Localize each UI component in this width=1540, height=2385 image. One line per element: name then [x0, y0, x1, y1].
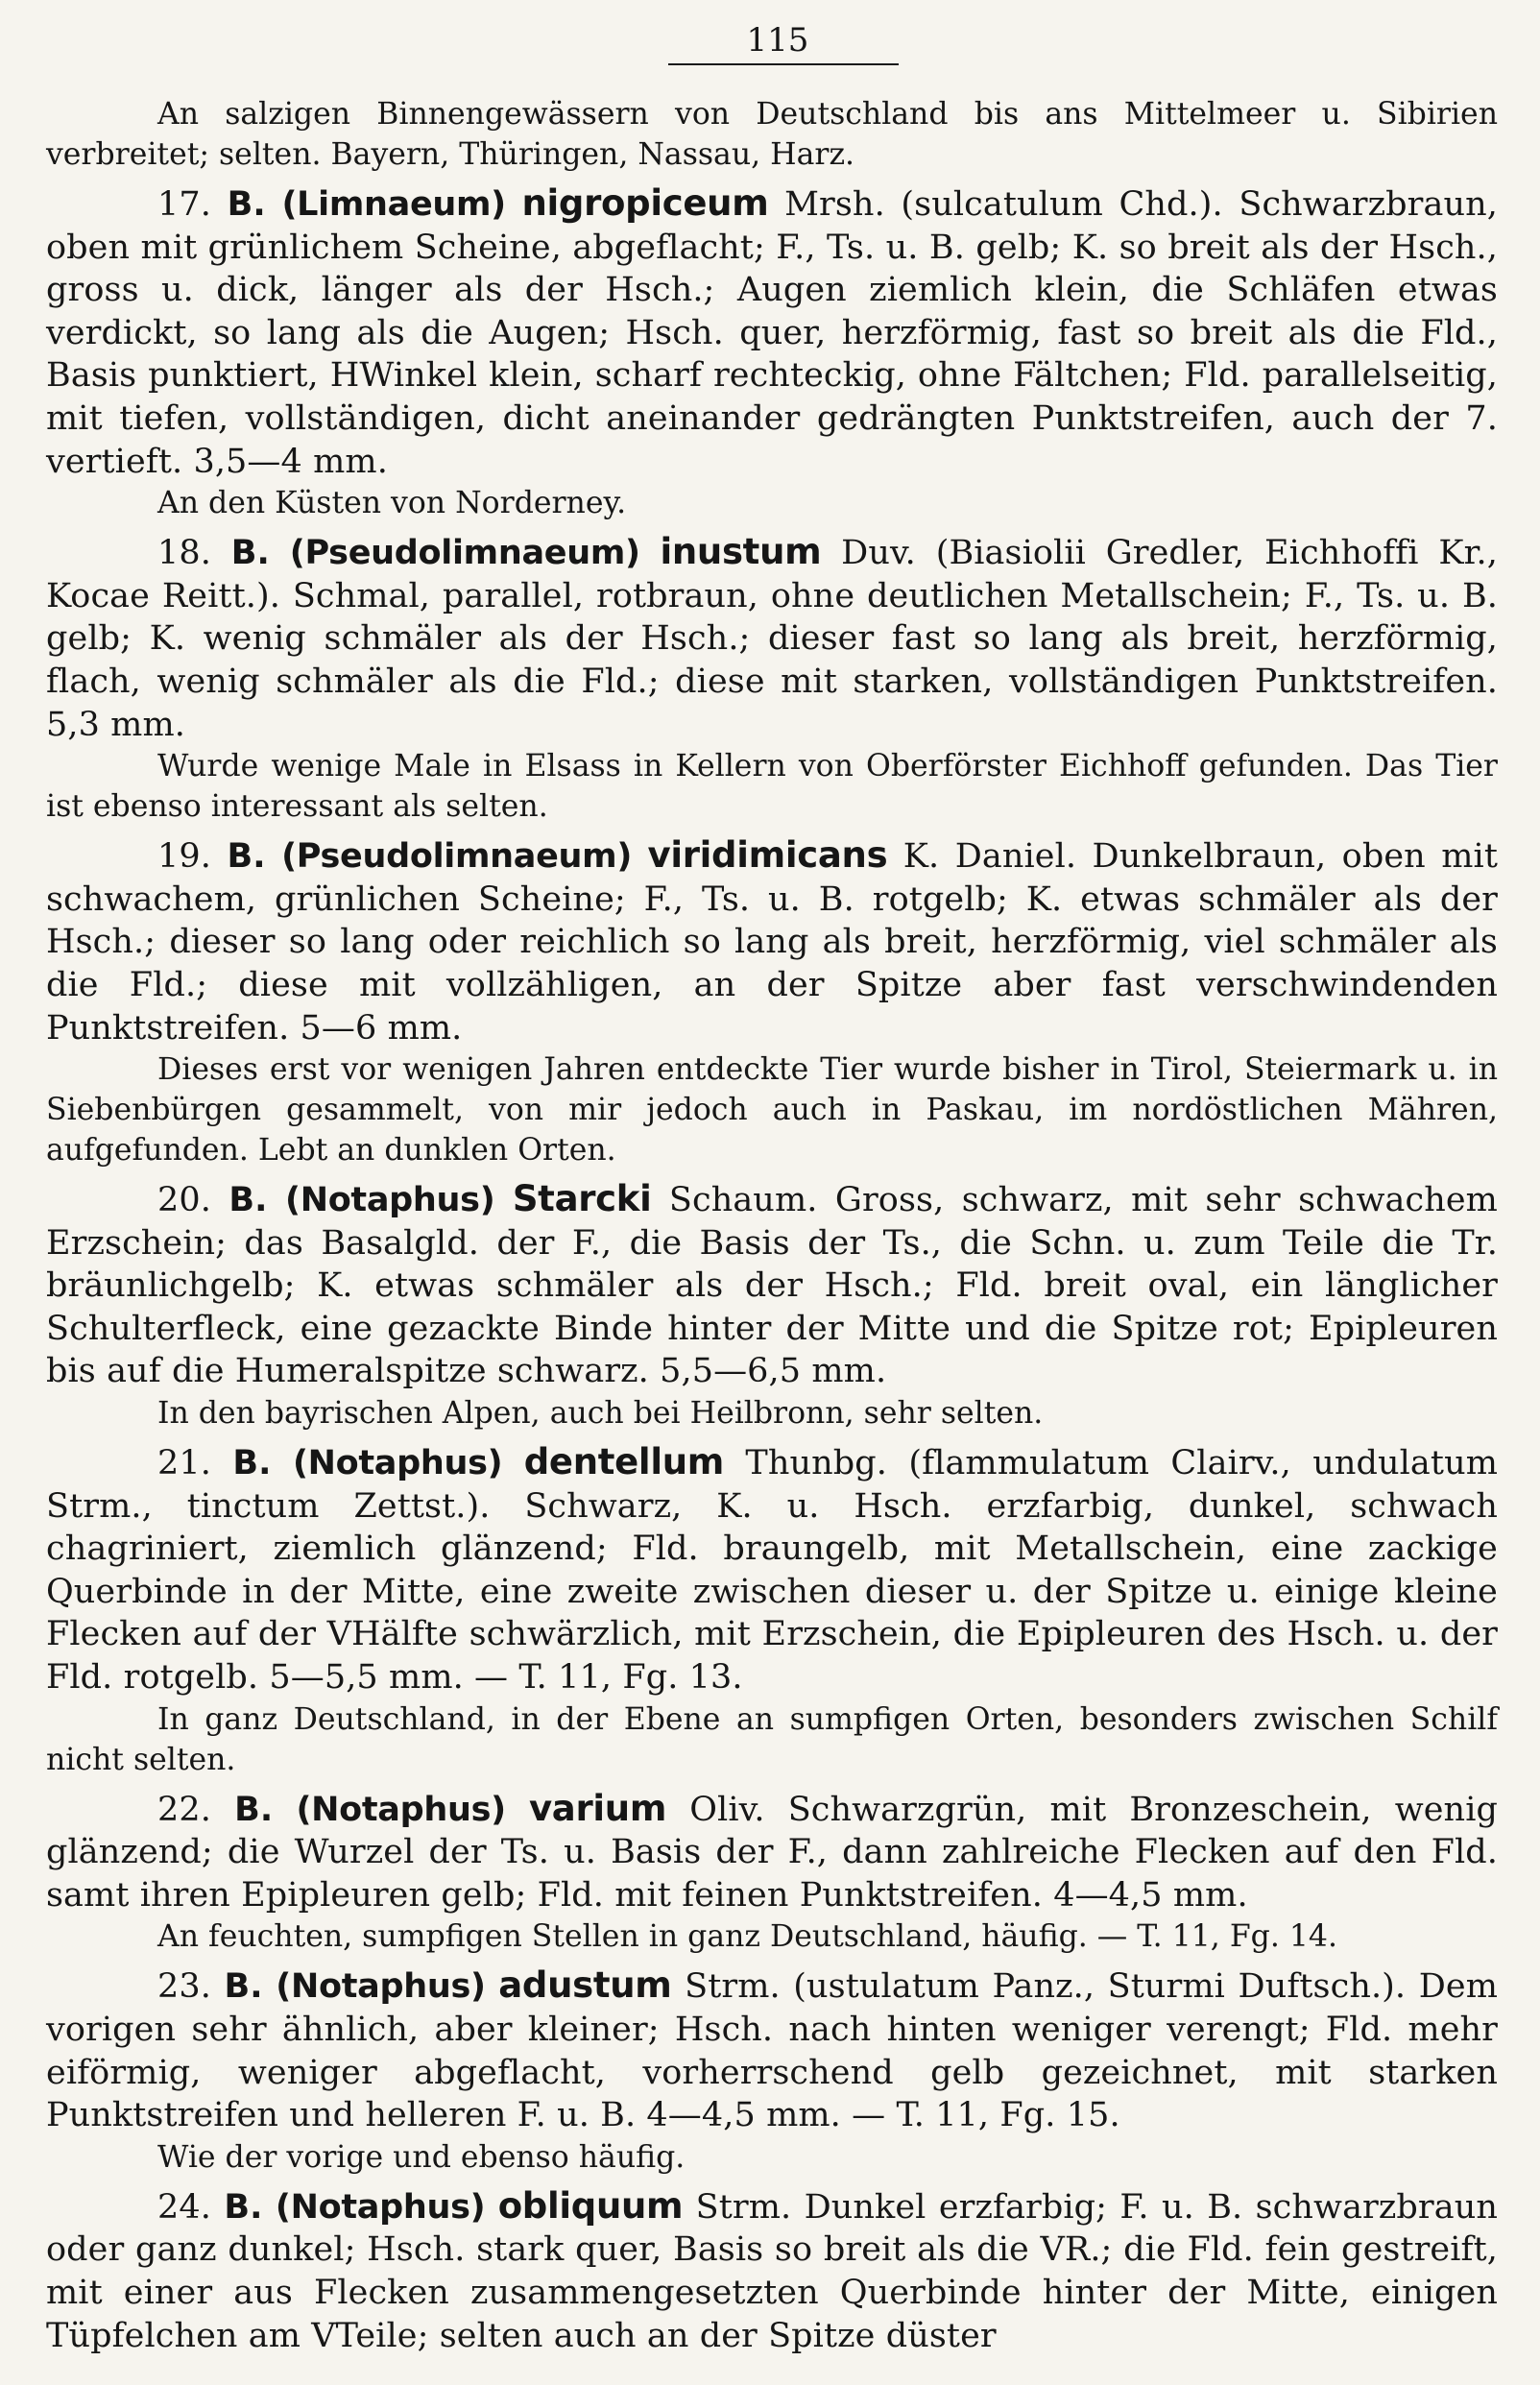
entry-number: 24.	[157, 2187, 211, 2227]
page-number: 115	[746, 21, 809, 60]
genus-abbrev: B.	[232, 1444, 272, 1483]
entry-description: Strm. (ustulatum Panz., Sturmi Duftsch.). Dem vorigen sehr ähnlich, aber kleiner; Hsch. nach hinten weniger verengt; Fld. mehr eiförmig, weniger abgeflacht, vorherrschend gelb gezeichnet, mit starken Punktstreifen und helleren F. u. B. 4—4,5 mm. — T. 11, Fg. 15.	[46, 1967, 1498, 2135]
species-name: inustum	[660, 531, 822, 573]
species-entries	[46, 182, 1498, 2365]
entry-description: Schaum. Gross, schwarz, mit sehr schwachem Erzschein; das Basalgld. der F., die Basis der Ts., die Schn. u. zum Teile die Tr. bräunlichgelb; K. etwas schmäler als der Hsch.; Fld. breit oval, ein länglicher Schulterfleck, eine gezackte Binde hinter der Mitte und die Spitze rot; Epipleuren bis auf die Humeralspitze schwarz. 5,5—6,5 mm.	[46, 1181, 1498, 1391]
entry-number: 20.	[157, 1181, 211, 1220]
species-entry	[46, 1964, 1498, 2136]
entry-number: 21.	[157, 1444, 211, 1483]
species-name: adustum	[498, 1964, 672, 2007]
genus-abbrev: B.	[224, 1967, 263, 2007]
species-entry	[46, 182, 1498, 483]
entry-description: Oliv. Schwarzgrün, mit Bronzeschein, wenig glänzend; die Wurzel der Ts. u. Basis der F., dann zahlreiche Flecken auf den Fld. samt ihren Epipleuren gelb; Fld. mit feinen Punktstreifen. 4—4,5 mm.	[46, 1790, 1499, 1915]
species-entry	[46, 834, 1498, 1049]
distribution-note: In ganz Deutschland, in der Ebene an sumpfigen Orten, besonders zwischen Schilf nicht selten.	[46, 1701, 1498, 1777]
species-name: dentellum	[523, 1441, 724, 1483]
intro-paragraph: An salzigen Binnengewässern von Deutschland bis ans Mittelmeer u. Sibirien verbreitet; selten. Bayern, Thüringen, Nassau, Harz.	[46, 97, 1498, 172]
entry-number: 18.	[157, 534, 211, 573]
species-entry	[46, 1178, 1498, 1393]
distribution-note: Dieses erst vor wenigen Jahren entdeckte Tier wurde bisher in Tirol, Steiermark u. in Siebenbürgen gesammelt, von mir jedoch auch in Paskau, im nordöstlichen Mähren, aufgefunden. Lebt an dunklen Orten.	[46, 1052, 1498, 1168]
genus-abbrev: B.	[230, 534, 270, 573]
distribution-note: An den Küsten von Norderney.	[157, 486, 627, 521]
entry-number: 19.	[157, 837, 211, 877]
subgenus: (Pseudolimnaeum)	[281, 837, 633, 877]
species-entry	[46, 2185, 1498, 2357]
entry-description: Mrsh. (sulcatulum Chd.). Schwarzbraun, oben mit grünlichem Scheine, abgeflacht; F., Ts. u. B. gelb; K. so breit als der Hsch., gross u. dick, länger als der Hsch.; Augen ziemlich klein, die Schläfen etwas verdickt, so lang als die Augen; Hsch. quer, herzförmig, fast so breit als die Fld., Basis punktiert, HWinkel klein, scharf rechteckig, ohne Fältchen; Fld. parallelseitig, mit tiefen, vollständigen, dicht aneinander gedrängten Punktstreifen, auch der 7. vertieft. 3,5—4 mm.	[46, 185, 1498, 481]
subgenus: (Notaphus)	[275, 2187, 486, 2227]
species-name: Starcki	[512, 1178, 652, 1220]
subgenus: (Notaphus)	[285, 1181, 495, 1220]
distribution-note: Wie der vorige und ebenso häufig.	[157, 2139, 686, 2175]
species-name: viridimicans	[647, 834, 888, 877]
species-name: varium	[528, 1787, 667, 1829]
species-name: nigropiceum	[521, 182, 769, 224]
entry-number: 22.	[157, 1790, 211, 1829]
distribution-note: In den bayrischen Alpen, auch bei Heilbronn, sehr selten.	[157, 1396, 1044, 1432]
subgenus: (Notaphus)	[276, 1967, 486, 2007]
genus-abbrev: B.	[227, 185, 266, 224]
entry-description: Thunbg. (flammulatum Clairv., undulatum Strm., tinctum Zettst.). Schwarz, K. u. Hsch. erzfarbig, dunkel, schwach chagriniert, ziemlich glänzend; Fld. braungelb, mit Metallschein, eine zackige Querbinde in der Mitte, eine zweite zwischen dieser u. der Spitze u. einige kleine Flecken auf der VHälfte schwärzlich, mit Erzschein, die Epipleuren des Hsch. u. der Fld. rotgelb. 5—5,5 mm. — T. 11, Fg. 13.	[46, 1444, 1498, 1698]
genus-abbrev: B.	[227, 837, 266, 877]
genus-abbrev: B.	[229, 1181, 268, 1220]
entry-description: Strm. Dunkel erzfarbig; F. u. B. schwarzbraun oder ganz dunkel; Hsch. stark quer, Basis so breit als die VR.; die Fld. fein gestreift, mit einer aus Flecken zusammengesetzten Querbinde hinter der Mitte, einigen Tüpfelchen am VTeile; selten auch an der Spitze düster	[46, 2187, 1498, 2355]
header-rule	[668, 63, 899, 65]
distribution-note: An feuchten, sumpfigen Stellen in ganz Deutschland, häufig. — T. 11, Fg. 14.	[157, 1919, 1337, 1955]
distribution-note: Wurde wenige Male in Elsass in Kellern von Oberförster Eichhoff gefunden. Das Tier ist ebenso interessant als selten.	[46, 749, 1498, 825]
subgenus: (Notaphus)	[292, 1444, 503, 1483]
species-entry	[46, 1788, 1498, 1917]
subgenus: (Pseudolimnaeum)	[289, 534, 640, 573]
species-name: obliquum	[497, 2184, 684, 2227]
entry-description: Duv. (Biasiolii Gredler, Eichhoffi Kr., Kocae Reitt.). Schmal, parallel, rotbraun, ohne deutlichen Metallschein; F., Ts. u. B. gelb; K. wenig schmäler als der Hsch.; dieser fast so lang als breit, herzförmig, flach, wenig schmäler als die Fld.; diese mit starken, vollständigen Punktstreifen. 5,3 mm.	[46, 534, 1498, 744]
species-entry	[46, 1441, 1498, 1699]
subgenus: (Limnaeum)	[281, 185, 506, 224]
subgenus: (Notaphus)	[296, 1790, 506, 1829]
genus-abbrev: B.	[224, 2187, 263, 2227]
entry-description: K. Daniel. Dunkelbraun, oben mit schwachem, grünlichen Scheine; F., Ts. u. B. rotgelb; K. etwas schmäler als der Hsch.; dieser so lang oder reichlich so lang als breit, herzförmig, viel schmäler als die Fld.; diese mit vollzähligen, an der Spitze aber fast verschwindenden Punktstreifen. 5—6 mm.	[46, 837, 1499, 1048]
entry-number: 23.	[157, 1967, 211, 2007]
genus-abbrev: B.	[234, 1790, 274, 1829]
entry-number: 17.	[157, 185, 211, 224]
species-entry	[46, 531, 1498, 746]
